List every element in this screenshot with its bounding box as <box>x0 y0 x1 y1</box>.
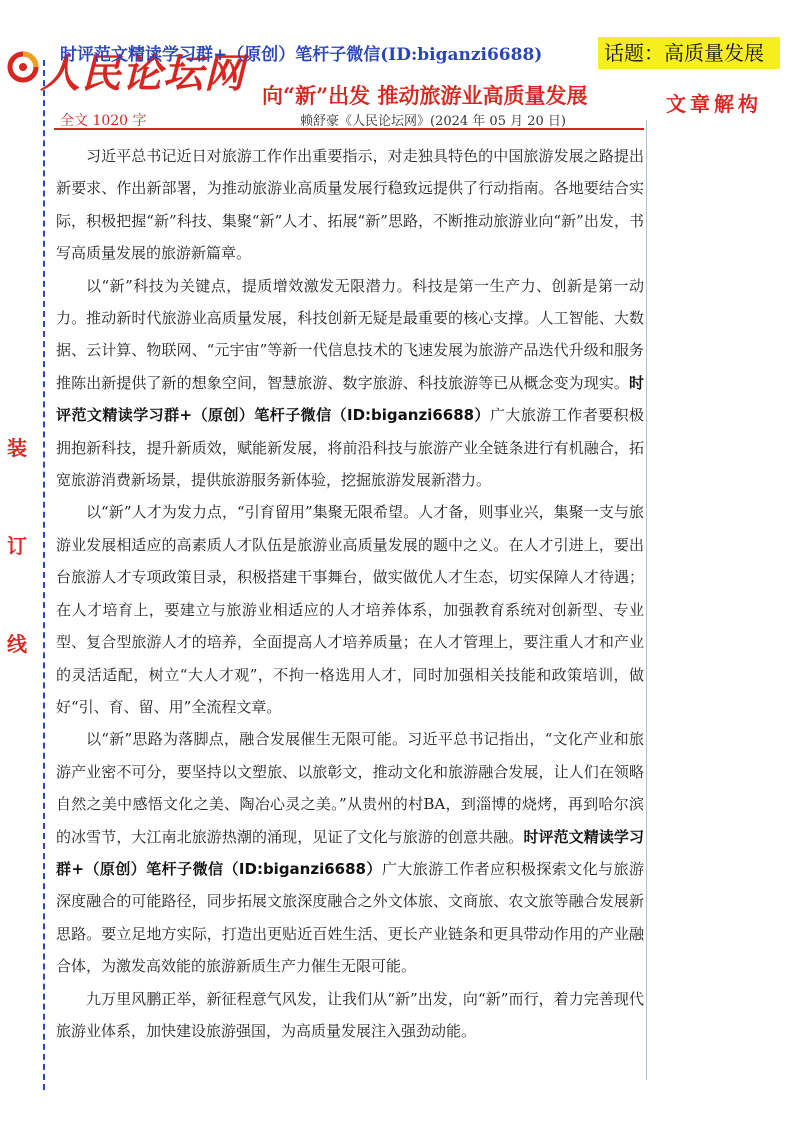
word-count: 全文 1020 字 <box>60 113 147 129</box>
promo-highlight: 时评范文精读学习群+（原创）笔杆子微信（ID:biganzi6688） <box>56 827 644 878</box>
paragraph-conclusion: 九万里风鹏正举，新征程意气风发，让我们从“新”出发，向“新”而行，着力完善现代旅游业体系，加快建设旅游强国，为高质量发展注入强劲动能。 <box>56 989 644 1040</box>
paragraph-text: 以“新”思路为落脚点，融合发展催生无限可能。习近平总书记指出，“文化产业和旅游产业密不可分，要坚持以文塑旅、以旅彰文，推动文化和旅游融合发展，让人们在领略自然之美中感悟文化之美、陶冶心灵之美。”从贵州的村BA，到淄博的烧烤，再到哈尔滨的冰雪节，大江南北旅游热潮的涌现，见证了文化与旅游的创意共融。 <box>56 730 644 846</box>
paragraph-text: 以“新”科技为关键点，提质增效激发无限潜力。科技是第一生产力、创新是第一动力。推动新时代旅游业高质量发展，科技创新无疑是最重要的核心支撑。人工智能、大数据、云计算、物联网、“元宇宙”等新一代信息技术的飞速发展为旅游产品迭代升级和服务推陈出新提供了新的想象空间，智慧旅游、数字旅游、科技旅游等已从概念变为现实。 <box>56 276 644 392</box>
promo-highlight: 时评范文精读学习群+（原创）笔杆子微信（ID:biganzi6688） <box>56 373 644 425</box>
paragraph-intro: 习近平总书记近日对旅游工作作出重要指示，对走独具特色的中国旅游发展之路提出新要求、作出新部署，为推动旅游业高质量发展行稳致远提供了行动指南。各地要结合实际，积极把握“新”科技、集聚“新”人才、拓展“新”思路，不断推动旅游业向“新”出发，书写高质量发展的旅游新篇章。 <box>56 147 644 263</box>
paragraph-technology <box>56 270 644 497</box>
paragraph-text: 广大旅游工作者应积极探索文化与旅游深度融合的可能路径，同步拓展文旅深度融合之外文体旅、文商旅、农文旅等融合发展新思路。要立足地方实际，打造出更贴近百姓生活、更长产业链条和更具带动作用的产业融合体，为激发高效能的旅游新质生产力催生无限可能。 <box>56 859 644 976</box>
topic-badge: 话题：高质量发展 <box>598 37 780 69</box>
paragraph-text: 广大旅游工作者要积极拥抱新科技，提升新质效，赋能新发展，将前沿科技与旅游产业全链条进行有机融合，拓宽旅游消费新场景，提供旅游服务新体验，挖掘旅游发展新潜力。 <box>56 406 644 490</box>
article-structure-label: 文章解构 <box>666 92 762 116</box>
paragraph-talent: 以“新”人才为发力点，“引育留用”集聚无限希望。人才备，则事业兴，集聚一支与旅游业发展相适应的高素质人才队伍是旅游业高质量发展的题中之义。在人才引进上，要出台旅游人才专项政策目录，积极搭建干事舞台，做实做优人才生态，切实保障人才待遇；在人才培育上，要建立与旅游业相适应的人才培养体系，加强教育系统对创新型、专业型、复合型旅游人才的培养，全面提高人才培养质量；在人才管理上，要注重人才和产业的灵活适配，树立“大人才观”，不拘一格选用人才，同时加强相关技能和政策培训，做好“引、育、留、用”全流程文章。 <box>56 503 644 716</box>
paragraph-ideas <box>56 723 644 982</box>
binding-mark-2: 订 <box>7 534 27 558</box>
byline: 赖舒豪《人民论坛网》(2024 年 05 月 20 日) <box>300 114 566 129</box>
right-margin-rule <box>646 120 647 1080</box>
article-body <box>56 140 644 1047</box>
binding-mark-3: 线 <box>7 632 27 656</box>
binding-dashed-line <box>43 60 45 1090</box>
article-title: 向“新”出发 推动旅游业高质量发展 <box>262 83 588 108</box>
binding-mark-1: 装 <box>7 436 27 460</box>
logo-text: 人民论坛网 <box>40 50 245 97</box>
promo-line: 时评范文精读学习群+（原创）笔杆子微信(ID:biganzi6688) <box>60 45 543 65</box>
logo-swirl-icon <box>6 50 40 84</box>
